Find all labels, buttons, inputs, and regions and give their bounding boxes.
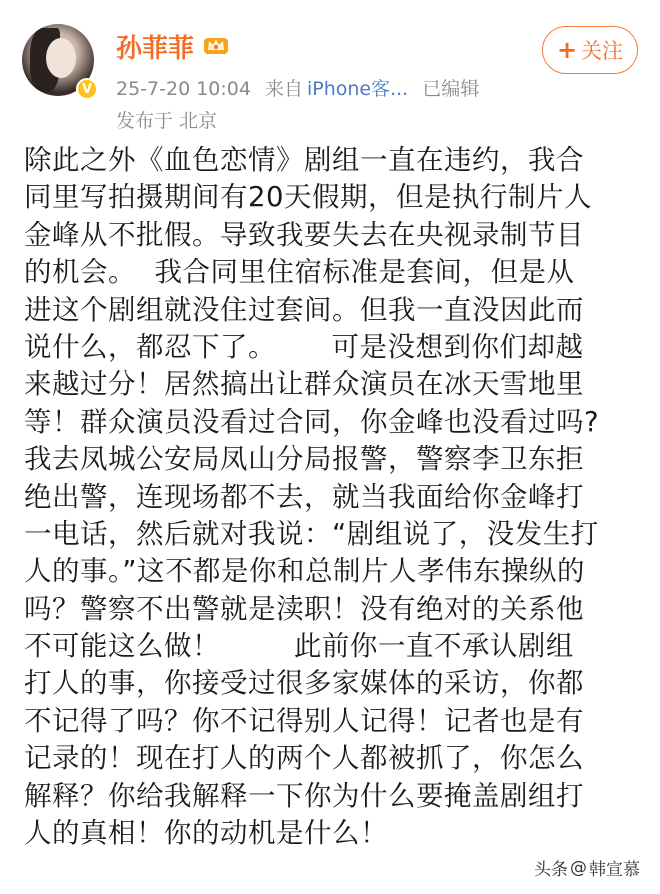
post-meta [116, 74, 493, 101]
content-line: 绝出警，连现场都不去，就当我面给你金峰打 [24, 480, 584, 513]
watermark [534, 855, 640, 880]
post-location: 发布于 北京 [116, 110, 218, 132]
post-header [0, 0, 660, 150]
post-source-link[interactable]: iPhone客... [306, 78, 409, 100]
content-line: 金峰从不批假。导致我要失去在央视录制节目 [24, 218, 584, 251]
post-timestamp: 25-7-20 10:04 [116, 78, 251, 100]
watermark-author: 韩宣慕 [589, 860, 640, 880]
content-line: 除此之外《血色恋情》剧组一直在违约，我合 [24, 144, 584, 176]
content-line: 人的事。”这不都是你和总制片人孝伟东操纵的 [24, 555, 585, 588]
watermark-at: @ [570, 857, 587, 878]
avatar-face [46, 38, 76, 78]
post-content [24, 142, 644, 852]
content-line: 同里写拍摄期间有20天假期，但是执行制片人 [24, 181, 592, 214]
content-line: 吗？警察不出警就是渎职！没有绝对的关系他 [24, 592, 584, 625]
content-line: 打人的事，你接受过很多家媒体的采访，你都 [24, 667, 584, 700]
content-line: 等！群众演员没看过合同，你金峰也没看过吗? [24, 405, 600, 438]
content-line: 人的真相！你的动机是什么！ [24, 817, 388, 850]
content-line: 的机会。 我合同里住宿标准是套间，但是从 [24, 256, 575, 289]
follow-button[interactable] [542, 26, 638, 74]
crown-icon [202, 32, 230, 56]
content-line: 进这个剧组就没住过套间。但我一直没因此而 [24, 293, 584, 326]
username[interactable]: 孙菲菲 [116, 34, 195, 64]
edited-label[interactable]: 已编辑 [422, 78, 480, 100]
content-line: 解释？你给我解释一下你为什么要掩盖剧组打 [24, 779, 584, 812]
verified-badge-icon: V [76, 78, 98, 100]
content-line: 来越过分！居然搞出让群众演员在冰天雪地里 [24, 368, 584, 401]
content-line: 不记得了吗？你不记得别人记得！记者也是有 [24, 704, 584, 737]
plus-icon: + [556, 36, 578, 64]
source-prefix: 来自 [264, 78, 303, 100]
content-line: 不可能这么做！ 此前你一直不承认剧组 [24, 630, 574, 663]
content-line: 说什么，都忍下了。 可是没想到你们却越 [24, 330, 584, 363]
content-line: 一电话，然后就对我说：“剧组说了，没发生打 [24, 517, 599, 550]
follow-button-label: 关注 [581, 39, 624, 63]
content-line: 我去凤城公安局凤山分局报警，警察李卫东拒 [24, 443, 584, 476]
content-line: 记录的！现在打人的两个人都被抓了，你怎么 [24, 742, 584, 775]
watermark-platform: 头条 [534, 860, 568, 880]
